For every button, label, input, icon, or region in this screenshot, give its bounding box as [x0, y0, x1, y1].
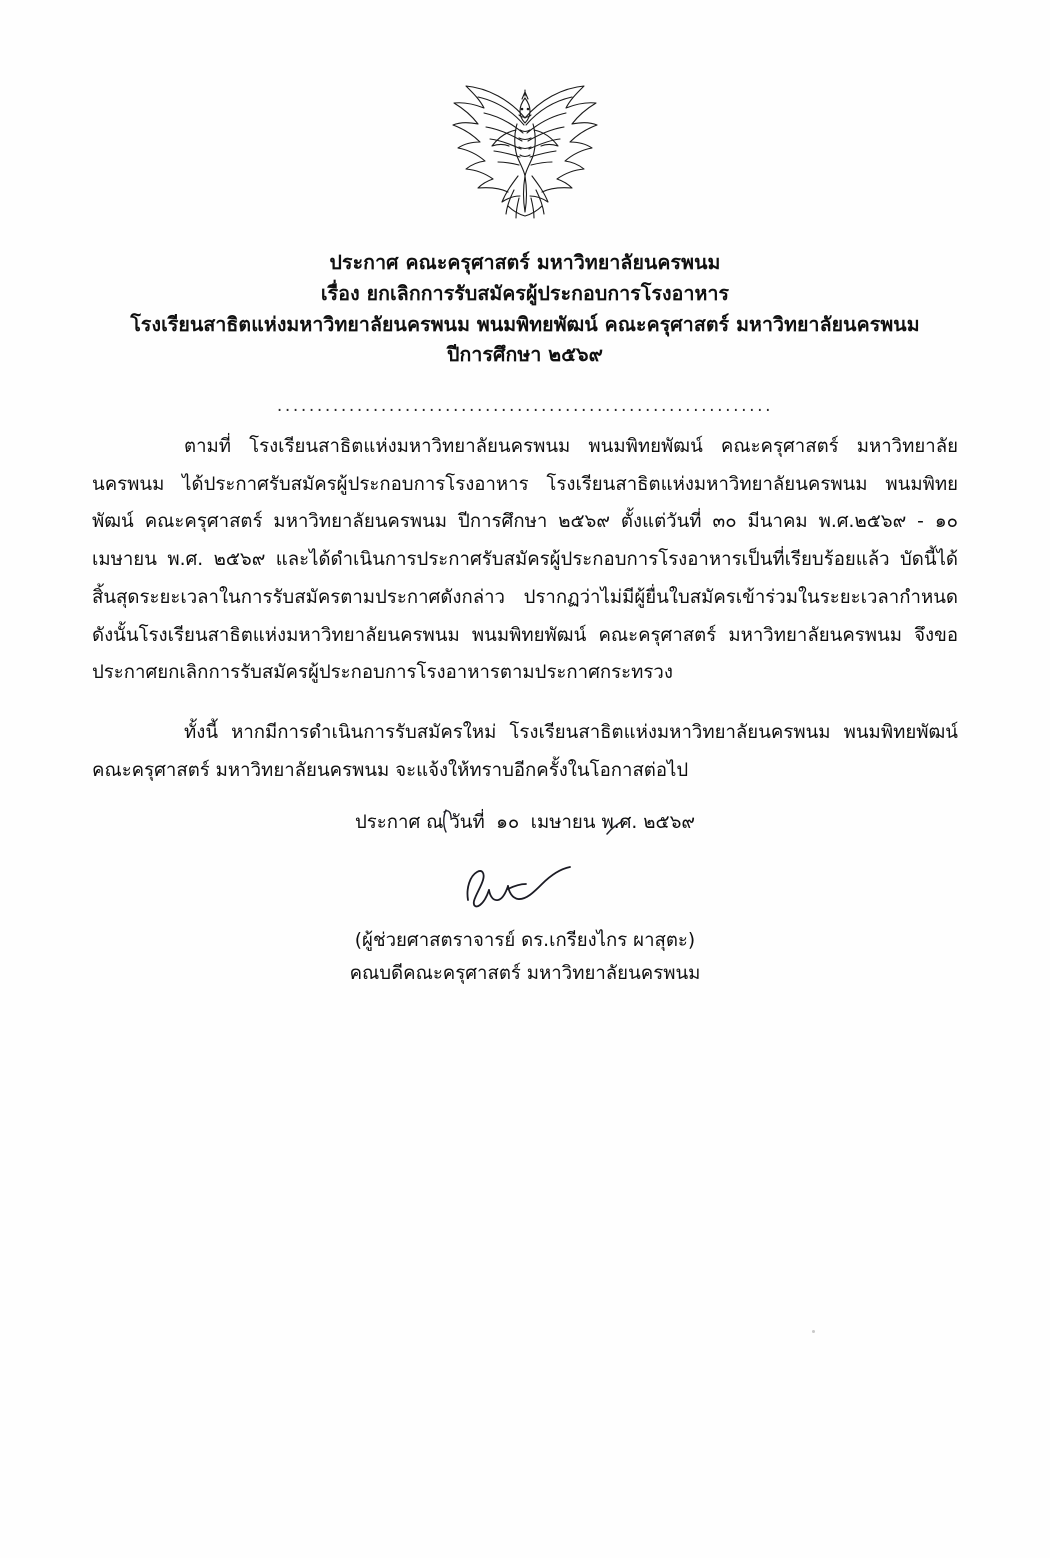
heading-line-1: ประกาศ คณะครุศาสตร์ มหาวิทยาลัยนครพนม — [329, 251, 721, 274]
document-body — [92, 428, 958, 798]
date-day: ๑๐ — [496, 812, 520, 833]
date-month: เมษายน — [530, 812, 596, 833]
date-year-prefix: พ.ศ. — [601, 812, 638, 833]
dotted-separator: .............................................................. — [276, 396, 774, 416]
date-prefix: ประกาศ ณ วันที่ — [354, 812, 485, 833]
heading-line-3: โรงเรียนสาธิตแห่งมหาวิทยาลัยนครพนม พนมพิทยพัฒน์ คณะครุศาสตร์ มหาวิทยาลัยนครพนม — [130, 312, 920, 336]
date-year: ๒๕๖๙ — [643, 812, 696, 833]
heading-line-4: ปีการศึกษา ๒๕๖๙ — [447, 343, 603, 367]
garuda-emblem — [440, 78, 610, 228]
scan-artifact — [812, 1330, 815, 1333]
signer-name: (ผู้ช่วยศาสตราจารย์ ดร.เกรียงไกร ผาสุตะ) — [354, 930, 696, 951]
paragraph-1: ตามที่ โรงเรียนสาธิตแห่งมหาวิทยาลัยนครพนม พนมพิทยพัฒน์ คณะครุศาสตร์ มหาวิทยาลัยนครพนม ได้ประกาศรับสมัครผู้ประกอบการโรงอาหาร โรงเรียนสาธิตแห่งมหาวิทยาลัยนครพนม พนมพิทยพัฒน์ คณะครุศาสตร์ มหาวิทยาลัยนครพนม ปีการศึกษา ๒๕๖๙ ตั้งแต่วันที่ ๓๐ มีนาคม พ.ศ.๒๕๖๙ - ๑๐ เมษายน พ.ศ. ๒๕๖๙ และได้ดำเนินการประกาศรับสมัครผู้ประกอบการโรงอาหารเป็นที่เรียบร้อยแล้ว บัดนี้ได้สิ้นสุดระยะเวลาในการรับสมัครตามประกาศดังกล่าว ปรากฏว่าไม่มีผู้ยื่นใบสมัครเข้าร่วมในระยะเวลากำหนด ดังนั้นโรงเรียนสาธิตแห่งมหาวิทยาลัยนครพนม พนมพิทยพัฒน์ คณะครุศาสตร์ มหาวิทยาลัยนครพนม จึงขอประกาศยกเลิกการรับสมัครผู้ประกอบการโรงอาหารตามประกาศกระทรวง — [92, 436, 958, 684]
signer-position: คณบดีคณะครุศาสตร์ มหาวิทยาลัยนครพนม — [349, 962, 701, 984]
date-line — [0, 808, 1050, 837]
paragraph-2: ทั้งนี้ หากมีการดำเนินการรับสมัครใหม่ โรงเรียนสาธิตแห่งมหาวิทยาลัยนครพนม พนมพิทยพัฒน์ คณะครุศาสตร์ มหาวิทยาลัยนครพนม จะแจ้งให้ทราบอีกครั้งในโอกาสต่อไป — [92, 722, 958, 781]
signature-names — [0, 925, 1050, 990]
emblem-container — [0, 78, 1050, 228]
heading-line-2: เรื่อง ยกเลิกการรับสมัครผู้ประกอบการโรงอาหาร — [320, 281, 730, 305]
signature-container — [0, 856, 1050, 918]
document-heading — [0, 248, 1050, 371]
handwritten-signature — [450, 856, 600, 918]
